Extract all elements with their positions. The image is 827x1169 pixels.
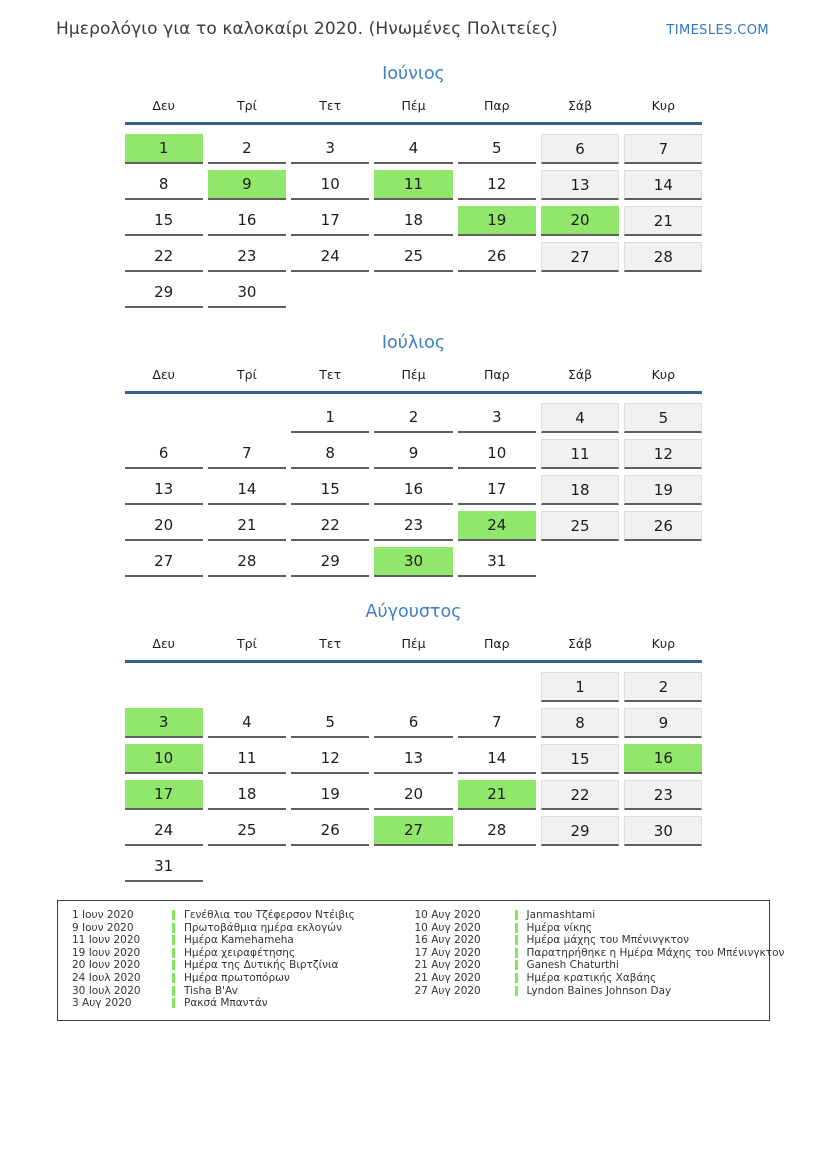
- day-cell: 30: [208, 278, 286, 308]
- day-cell: 15: [541, 744, 619, 774]
- day-cell: 22: [125, 242, 203, 272]
- legend-holiday-name: Γενέθλια του Τζέφερσον Ντέιβις: [184, 909, 355, 921]
- weekday-label: Κυρ: [651, 636, 676, 651]
- weekday-label: Πέμ: [401, 636, 426, 651]
- day-cell: 8: [125, 170, 203, 200]
- legend-item: [72, 959, 415, 972]
- legend-holiday-name: Ganesh Chaturthi: [526, 959, 619, 972]
- empty-cell: [624, 547, 702, 577]
- day-cell: 15: [125, 206, 203, 236]
- day-cell: 30: [624, 816, 702, 846]
- day-cell: 16: [208, 206, 286, 236]
- day-cell: 29: [291, 547, 369, 577]
- calendar-grid: [125, 367, 703, 577]
- legend-item: [72, 909, 415, 922]
- legend-item: [72, 997, 415, 1010]
- holiday-legend: [57, 900, 785, 1021]
- day-cell: 22: [291, 511, 369, 541]
- legend-item: [414, 946, 785, 960]
- legend-item: [415, 985, 758, 998]
- legend-item: [415, 909, 758, 922]
- empty-cell: [374, 278, 452, 308]
- legend-item: [72, 972, 415, 985]
- day-cell: 17: [125, 780, 203, 810]
- weekday-label: Παρ: [483, 98, 510, 113]
- day-cell: 25: [208, 816, 286, 846]
- empty-cell: [291, 672, 369, 702]
- weekday-label: Δευ: [152, 636, 175, 651]
- day-cell: 21: [458, 780, 536, 810]
- day-cell: 27: [374, 816, 452, 846]
- legend-holiday-name: Ημέρα Kamehameha: [184, 934, 294, 947]
- day-cell: 30: [374, 547, 452, 577]
- legend-date: 1 Ιουν 2020: [72, 909, 134, 921]
- empty-cell: [458, 672, 536, 702]
- day-cell: 19: [458, 206, 536, 236]
- day-cell: 6: [541, 134, 619, 164]
- legend-holiday-name: Ημέρα μάχης του Μπένινγκτον: [526, 934, 690, 947]
- day-cell: 16: [624, 744, 702, 774]
- month-title: Ιούνιος: [382, 64, 445, 84]
- day-cell: 15: [291, 475, 369, 505]
- holiday-tick-icon: [515, 960, 518, 970]
- holiday-tick-icon: [172, 973, 175, 983]
- month-section-1: [125, 64, 703, 308]
- day-cell: 8: [541, 708, 619, 738]
- day-cell: 26: [291, 816, 369, 846]
- holiday-tick-icon: [515, 986, 518, 996]
- legend-date: 16 Αυγ 2020: [414, 934, 481, 947]
- day-cell: 2: [374, 403, 452, 433]
- holiday-tick-icon: [172, 960, 175, 970]
- weekday-label: Παρ: [483, 367, 510, 382]
- day-cell: 4: [208, 708, 286, 738]
- legend-date: 19 Ιουν 2020: [72, 946, 141, 959]
- holiday-tick-icon: [515, 973, 518, 983]
- holiday-tick-icon: [172, 948, 175, 958]
- day-cell: 2: [208, 134, 286, 164]
- legend-holiday-name: Tisha B'Av: [184, 984, 238, 997]
- day-cell: 6: [374, 708, 452, 738]
- empty-cell: [208, 403, 286, 433]
- weekday-label: Τρί: [237, 98, 257, 113]
- day-cell: 29: [125, 278, 203, 308]
- day-cell: 21: [624, 206, 702, 236]
- legend-item: [415, 972, 758, 985]
- day-cell: 14: [208, 475, 286, 505]
- legend-holiday-name: Ημέρα νίκης: [526, 921, 593, 934]
- legend-item: [415, 934, 758, 947]
- legend-holiday-name: Παρατηρήθηκε η Ημέρα Μάχης του Μπένινγκτον: [526, 946, 785, 959]
- day-cell: 18: [541, 475, 619, 505]
- holiday-tick-icon: [172, 998, 175, 1008]
- legend-holiday-name: Πρωτοβάθμια ημέρα εκλογών: [184, 921, 342, 934]
- holiday-tick-icon: [172, 935, 175, 945]
- weekday-label: Σάβ: [568, 367, 593, 382]
- month-section-3: [125, 602, 703, 882]
- day-cell: 3: [125, 708, 203, 738]
- legend-item: [72, 922, 415, 935]
- month-title: Ιούλιος: [381, 333, 446, 353]
- page-title: Ημερολόγιο για το καλοκαίρι 2020. (Ηνωμένες Πολιτείες): [56, 19, 558, 39]
- weekday-label: Παρ: [483, 636, 510, 651]
- day-cell: 22: [541, 780, 619, 810]
- legend-item: [415, 922, 758, 935]
- empty-cell: [208, 852, 286, 882]
- day-cell: 13: [125, 475, 203, 505]
- holiday-tick-icon: [172, 910, 175, 920]
- legend-column-left: [72, 909, 415, 1010]
- page-header: [0, 0, 827, 39]
- day-cell: 21: [208, 511, 286, 541]
- day-cell: 4: [541, 403, 619, 433]
- day-cell: 10: [458, 439, 536, 469]
- day-cell: 25: [374, 242, 452, 272]
- empty-cell: [541, 852, 619, 882]
- day-cell: 27: [125, 547, 203, 577]
- day-cell: 5: [291, 708, 369, 738]
- legend-holiday-name: Ημέρα πρωτοπόρων: [184, 971, 290, 984]
- day-cell: 18: [374, 206, 452, 236]
- day-cell: 14: [458, 744, 536, 774]
- legend-date: 27 Αυγ 2020: [414, 984, 481, 997]
- empty-cell: [374, 672, 452, 702]
- weekday-label: Δευ: [152, 98, 175, 113]
- day-cell: 26: [624, 511, 702, 541]
- day-cell: 5: [624, 403, 702, 433]
- weekday-label: Τετ: [319, 98, 342, 113]
- legend-date: 20 Ιουν 2020: [72, 959, 141, 972]
- legend-date: 10 Αυγ 2020: [414, 909, 481, 921]
- day-cell: 16: [374, 475, 452, 505]
- day-cell: 11: [374, 170, 452, 200]
- empty-cell: [458, 852, 536, 882]
- empty-cell: [541, 278, 619, 308]
- day-cell: 11: [541, 439, 619, 469]
- holiday-tick-icon: [172, 986, 175, 996]
- weekday-label: Τετ: [319, 367, 342, 382]
- day-cell: 12: [624, 439, 702, 469]
- empty-cell: [291, 278, 369, 308]
- day-cell: 18: [208, 780, 286, 810]
- day-cell: 9: [208, 170, 286, 200]
- calendar-grid: [125, 98, 703, 308]
- holiday-tick-icon: [515, 935, 518, 945]
- day-cell: 11: [208, 744, 286, 774]
- day-cell: 9: [374, 439, 452, 469]
- empty-cell: [458, 278, 536, 308]
- day-cell: 3: [291, 134, 369, 164]
- calendar-grid: [125, 636, 703, 882]
- legend-item: [72, 947, 415, 960]
- empty-cell: [208, 672, 286, 702]
- legend-column-right: [414, 909, 785, 1010]
- day-cell: 2: [624, 672, 702, 702]
- empty-cell: [624, 278, 702, 308]
- day-cell: 12: [458, 170, 536, 200]
- weekday-label: Δευ: [152, 367, 175, 382]
- day-cell: 20: [125, 511, 203, 541]
- empty-cell: [291, 852, 369, 882]
- legend-date: 21 Αυγ 2020: [414, 959, 481, 972]
- empty-cell: [374, 852, 452, 882]
- day-cell: 17: [291, 206, 369, 236]
- day-cell: 20: [374, 780, 452, 810]
- months: [125, 64, 703, 882]
- day-cell: 13: [374, 744, 452, 774]
- day-cell: 29: [541, 816, 619, 846]
- legend-date: 24 Ιουλ 2020: [72, 971, 141, 984]
- weekday-label: Πέμ: [401, 98, 426, 113]
- day-cell: 31: [125, 852, 203, 882]
- day-cell: 24: [458, 511, 536, 541]
- weekday-label: Τρί: [237, 367, 257, 382]
- legend-date: 11 Ιουν 2020: [72, 934, 141, 947]
- legend-date: 9 Ιουν 2020: [72, 921, 134, 934]
- weekday-divider: [125, 122, 703, 125]
- month-section-2: [125, 333, 703, 577]
- month-title: Αύγουστος: [365, 602, 462, 622]
- holiday-tick-icon: [515, 910, 518, 920]
- day-cell: 7: [208, 439, 286, 469]
- legend-date: 17 Αυγ 2020: [414, 946, 481, 959]
- day-cell: 3: [458, 403, 536, 433]
- empty-cell: [125, 403, 203, 433]
- empty-cell: [624, 852, 702, 882]
- empty-cell: [125, 672, 203, 702]
- day-cell: 5: [458, 134, 536, 164]
- day-cell: 10: [125, 744, 203, 774]
- legend-item: [72, 985, 415, 998]
- day-cell: 1: [291, 403, 369, 433]
- weekday-label: Τετ: [319, 636, 342, 651]
- legend-date: 21 Αυγ 2020: [414, 971, 481, 984]
- holiday-tick-icon: [172, 923, 175, 933]
- legend-date: 3 Αυγ 2020: [72, 997, 132, 1010]
- legend-date: 30 Ιουλ 2020: [72, 984, 141, 997]
- legend-item: [415, 959, 758, 972]
- weekday-label: Τρί: [237, 636, 257, 651]
- weekday-label: Σάβ: [568, 98, 593, 113]
- weekday-label: Σάβ: [568, 636, 593, 651]
- empty-cell: [541, 547, 619, 577]
- legend-holiday-name: Janmashtami: [526, 909, 596, 921]
- legend-item: [72, 934, 415, 947]
- weekday-label: Πέμ: [401, 367, 426, 382]
- day-cell: 4: [374, 134, 452, 164]
- holiday-tick-icon: [515, 948, 518, 958]
- day-cell: 27: [541, 242, 619, 272]
- day-cell: 19: [624, 475, 702, 505]
- day-cell: 10: [291, 170, 369, 200]
- day-cell: 12: [291, 744, 369, 774]
- day-cell: 20: [541, 206, 619, 236]
- day-cell: 28: [624, 242, 702, 272]
- site-logo[interactable]: TIMESLES.COM: [666, 23, 769, 38]
- day-cell: 25: [541, 511, 619, 541]
- day-cell: 13: [541, 170, 619, 200]
- weekday-divider: [125, 660, 703, 663]
- day-cell: 24: [125, 816, 203, 846]
- legend-holiday-name: Ρακσά Μπαντάν: [184, 997, 268, 1010]
- legend-holiday-name: Ημέρα κρατικής Χαβάης: [526, 971, 657, 984]
- weekday-label: Κυρ: [651, 367, 676, 382]
- day-cell: 7: [458, 708, 536, 738]
- day-cell: 1: [541, 672, 619, 702]
- day-cell: 9: [624, 708, 702, 738]
- day-cell: 19: [291, 780, 369, 810]
- legend-date: 10 Αυγ 2020: [414, 921, 481, 934]
- day-cell: 23: [208, 242, 286, 272]
- day-cell: 14: [624, 170, 702, 200]
- legend-holiday-name: Lyndon Baines Johnson Day: [526, 984, 672, 997]
- day-cell: 31: [458, 547, 536, 577]
- weekday-divider: [125, 391, 703, 394]
- day-cell: 26: [458, 242, 536, 272]
- legend-holiday-name: Ημέρα της Δυτικής Βιρτζίνια: [184, 959, 339, 972]
- legend-holiday-name: Ημέρα χειραφέτησης: [184, 946, 296, 959]
- day-cell: 23: [374, 511, 452, 541]
- day-cell: 17: [458, 475, 536, 505]
- day-cell: 28: [208, 547, 286, 577]
- day-cell: 8: [291, 439, 369, 469]
- weekday-label: Κυρ: [651, 98, 676, 113]
- day-cell: 7: [624, 134, 702, 164]
- day-cell: 23: [624, 780, 702, 810]
- day-cell: 28: [458, 816, 536, 846]
- day-cell: 24: [291, 242, 369, 272]
- day-cell: 6: [125, 439, 203, 469]
- holiday-tick-icon: [515, 923, 518, 933]
- day-cell: 1: [125, 134, 203, 164]
